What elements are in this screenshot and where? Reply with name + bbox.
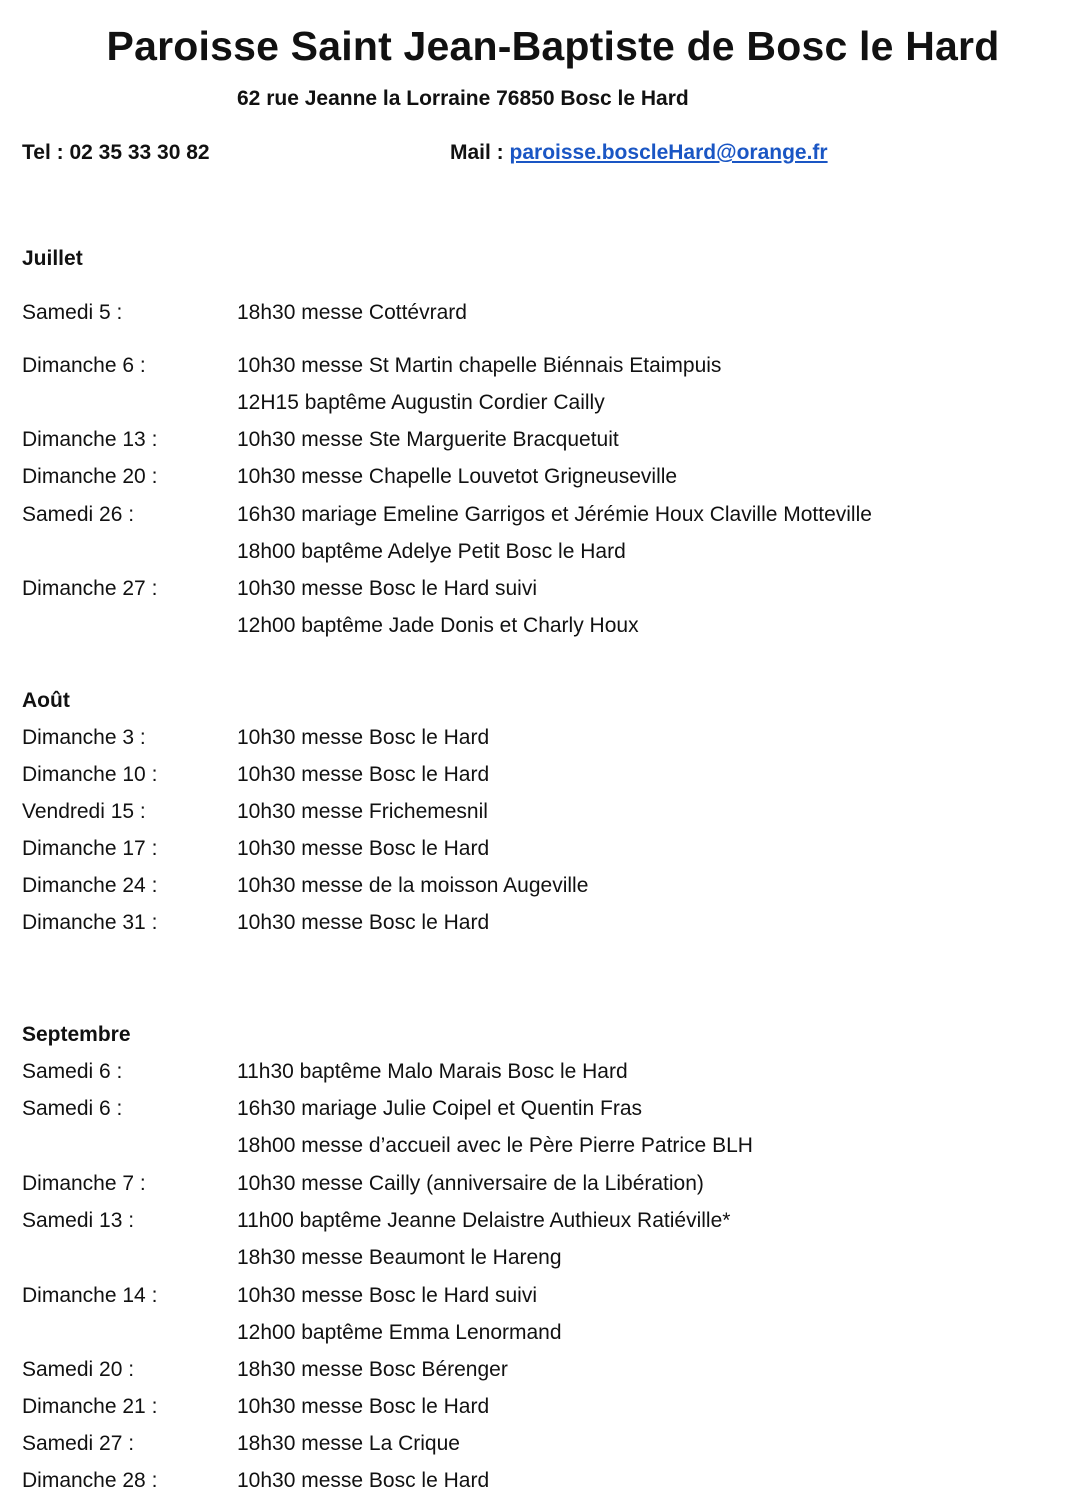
schedule-day: Dimanche 20 : <box>22 465 158 488</box>
schedule-day: Dimanche 27 : <box>22 577 158 600</box>
schedule-event: 16h30 mariage Julie Coipel et Quentin Fras <box>237 1097 643 1120</box>
schedule-day: Samedi 26 : <box>22 503 135 526</box>
month-heading-septembre: Septembre <box>22 1023 131 1046</box>
schedule-day: Dimanche 3 : <box>22 726 146 749</box>
schedule-event: 18h30 messe Bosc Bérenger <box>237 1358 508 1381</box>
schedule-event: 10h30 messe Chapelle Louvetot Grigneuseville <box>237 465 678 488</box>
phone-number: Tel : 02 35 33 30 82 <box>22 141 210 164</box>
schedule-day: Dimanche 17 : <box>22 837 158 860</box>
schedule-event: 10h30 messe Bosc le Hard suivi <box>237 577 537 600</box>
schedule-day: Dimanche 14 : <box>22 1284 158 1307</box>
schedule-event: 10h30 messe Frichemesnil <box>237 800 488 823</box>
month-heading-juillet: Juillet <box>22 247 83 270</box>
schedule-day: Dimanche 24 : <box>22 874 158 897</box>
schedule-event: 12h00 baptême Emma Lenormand <box>237 1321 562 1344</box>
schedule-day: Dimanche 21 : <box>22 1395 158 1418</box>
schedule-event: 10h30 messe Bosc le Hard <box>237 1469 490 1492</box>
schedule-event: 10h30 messe Bosc le Hard <box>237 726 490 749</box>
mail-line <box>450 139 828 167</box>
schedule-event: 10h30 messe Cailly (anniversaire de la Libération) <box>237 1172 704 1195</box>
schedule-day: Samedi 20 : <box>22 1358 135 1381</box>
schedule-event: 18h30 messe Cottévrard <box>237 301 467 324</box>
schedule-day: Dimanche 28 : <box>22 1469 158 1492</box>
schedule-event: 10h30 messe Bosc le Hard suivi <box>237 1284 537 1307</box>
month-heading-aout: Août <box>22 689 70 712</box>
page-title: Paroisse Saint Jean-Baptiste de Bosc le Hard <box>106 23 1000 69</box>
schedule-day: Samedi 27 : <box>22 1432 135 1455</box>
parish-address: 62 rue Jeanne la Lorraine 76850 Bosc le Hard <box>237 87 689 110</box>
schedule-event: 10h30 messe de la moisson Augeville <box>237 874 589 897</box>
schedule-event: 11h00 baptême Jeanne Delaistre Authieux Ratiéville* <box>237 1209 731 1232</box>
schedule-event: 18h30 messe La Crique <box>237 1432 460 1455</box>
mail-label: Mail : <box>450 141 510 164</box>
schedule-day: Samedi 6 : <box>22 1097 123 1120</box>
schedule-day: Dimanche 31 : <box>22 911 158 934</box>
schedule-day: Samedi 6 : <box>22 1060 123 1083</box>
schedule-day: Vendredi 15 : <box>22 800 146 823</box>
schedule-event: 10h30 messe Bosc le Hard <box>237 911 490 934</box>
schedule-day: Samedi 13 : <box>22 1209 135 1232</box>
schedule-day: Dimanche 7 : <box>22 1172 146 1195</box>
schedule-event: 18h00 baptême Adelye Petit Bosc le Hard <box>237 540 626 563</box>
schedule-event: 10h30 messe Bosc le Hard <box>237 1395 490 1418</box>
schedule-event: 18h00 messe d’accueil avec le Père Pierre Patrice BLH <box>237 1134 753 1157</box>
schedule-event: 12H15 baptême Augustin Cordier Cailly <box>237 391 605 414</box>
schedule-day: Dimanche 6 : <box>22 354 146 377</box>
schedule-event: 10h30 messe St Martin chapelle Biénnais Etaimpuis <box>237 354 722 377</box>
email-link[interactable]: paroisse.boscleHard@orange.fr <box>509 141 828 164</box>
schedule-event: 11h30 baptême Malo Marais Bosc le Hard <box>237 1060 628 1083</box>
schedule-event: 12h00 baptême Jade Donis et Charly Houx <box>237 614 639 637</box>
schedule-day: Dimanche 13 : <box>22 428 158 451</box>
schedule-event: 10h30 messe Ste Marguerite Bracquetuit <box>237 428 619 451</box>
schedule-day: Samedi 5 : <box>22 301 123 324</box>
schedule-day: Dimanche 10 : <box>22 763 158 786</box>
schedule-event: 16h30 mariage Emeline Garrigos et Jérémie Houx Claville Motteville <box>237 503 872 526</box>
schedule-event: 10h30 messe Bosc le Hard <box>237 763 490 786</box>
schedule-event: 18h30 messe Beaumont le Hareng <box>237 1246 562 1269</box>
schedule-event: 10h30 messe Bosc le Hard <box>237 837 490 860</box>
